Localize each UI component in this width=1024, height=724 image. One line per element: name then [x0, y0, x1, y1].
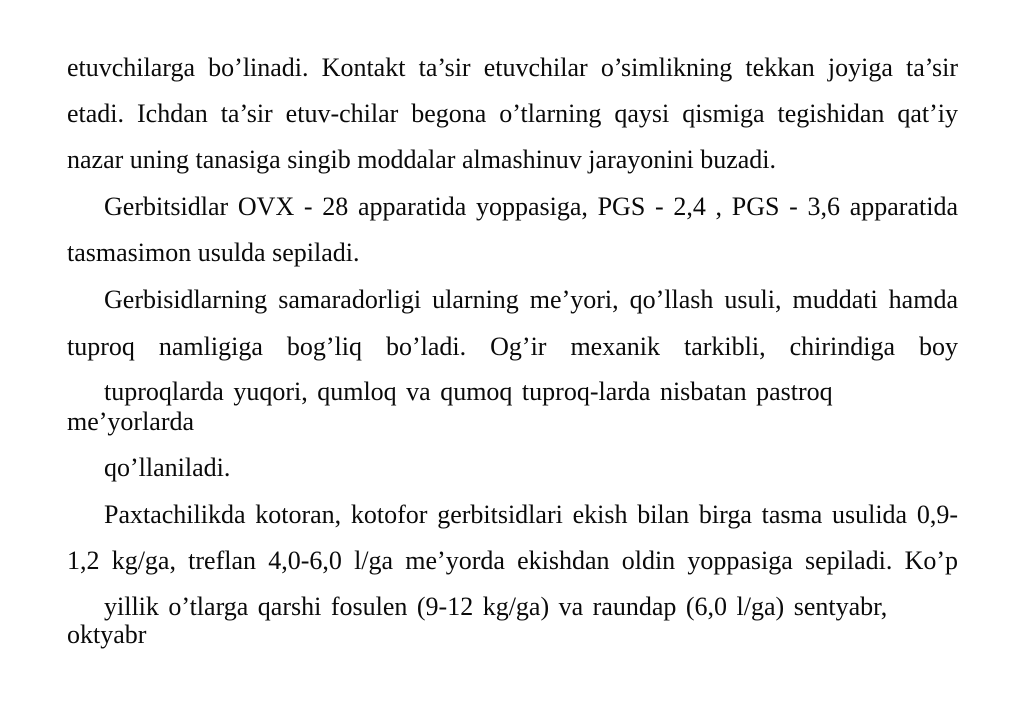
text-line: etuvchilarga bo’linadi. Kontakt ta’sir etuvchilar o’simlikning tekkan joyiga ta’sir: [67, 53, 958, 82]
text-line: tasmasimon usulda sepiladi.: [67, 238, 360, 267]
text-line: tuproq namligiga bog’liq bo’ladi. Og’ir mexanik tarkibli, chirindiga boy: [67, 332, 958, 361]
text-line: Gerbitsidlar OVX - 28 apparatida yoppasiga, PGS - 2,4 , PGS - 3,6 apparatida: [104, 192, 958, 221]
text-line: Paxtachilikda kotoran, kotofor gerbitsidlari ekish bilan birga tasma usulida 0,9-: [104, 500, 958, 529]
text-line: 1,2 kg/ga, treflan 4,0-6,0 l/ga me’yorda ekishdan oldin yoppasiga sepiladi. Ko’p: [67, 546, 958, 575]
text-line: oktyabr: [67, 620, 147, 649]
text-line: tuproqlarda yuqori, qumloq va qumoq tuproq-larda nisbatan pastroq: [104, 377, 833, 406]
text-line: etadi. Ichdan ta’sir etuv-chilar begona o’tlarning qaysi qismiga tegishidan qat’iy: [67, 99, 958, 128]
text-line: yillik o’tlarga qarshi fosulen (9-12 kg/ga) va raundap (6,0 l/ga) sentyabr,: [104, 592, 888, 621]
text-line: nazar uning tanasiga singib moddalar almashinuv jarayonini buzadi.: [67, 145, 777, 174]
text-line: me’yorlarda: [67, 407, 195, 436]
text-line: Gerbisidlarning samaradorligi ularning me’yori, qo’llash usuli, muddati hamda: [104, 285, 958, 314]
text-line: qo’llaniladi.: [104, 453, 231, 482]
